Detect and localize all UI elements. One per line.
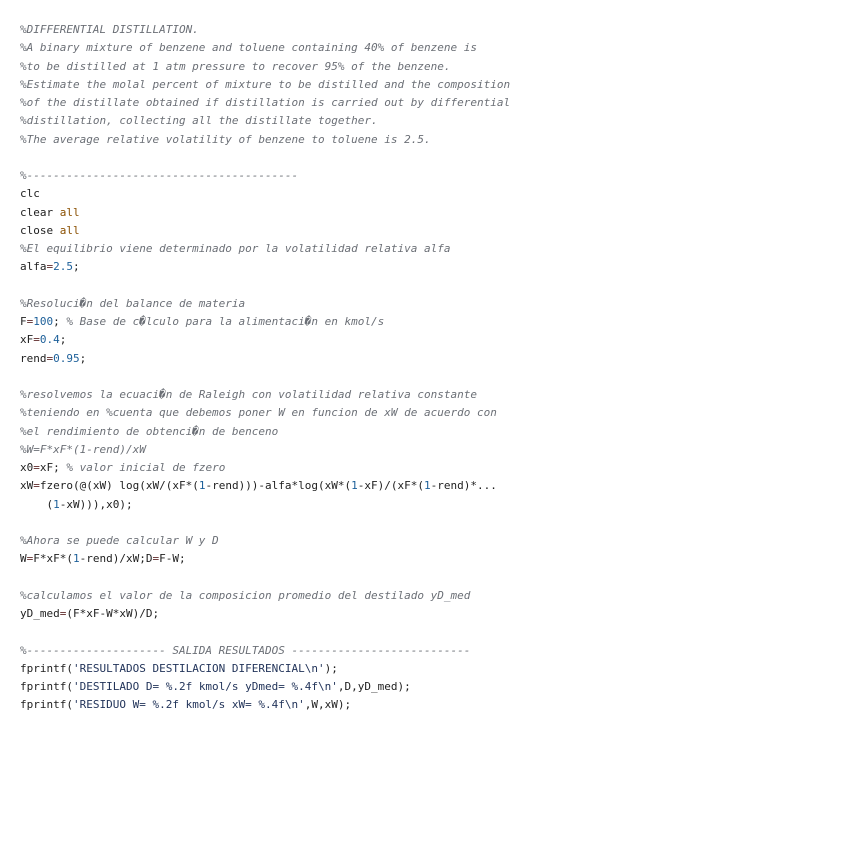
code-line[interactable] <box>20 222 848 240</box>
code-token: alfa <box>20 260 47 274</box>
code-line[interactable] <box>20 441 848 459</box>
code-line[interactable] <box>20 569 848 587</box>
code-token: = <box>152 552 160 566</box>
code-token: ,W,xW); <box>304 698 352 712</box>
code-token: fprintf( <box>20 680 73 693</box>
code-line[interactable] <box>20 550 848 568</box>
code-line[interactable] <box>20 258 848 276</box>
code-line[interactable] <box>20 386 848 404</box>
code-keyword: all <box>59 223 80 237</box>
code-line[interactable] <box>20 167 848 185</box>
code-token: xF <box>20 333 34 347</box>
code-line[interactable] <box>20 112 848 130</box>
code-number: 1 <box>351 479 358 493</box>
code-line[interactable] <box>20 204 848 222</box>
code-token: ,D,yD_med); <box>337 680 411 693</box>
code-line[interactable] <box>20 696 848 714</box>
code-token: fzero(@(xW) log(xW/(xF*( <box>39 479 199 493</box>
code-token: W <box>20 552 27 566</box>
code-line[interactable] <box>20 404 848 422</box>
code-number: 1 <box>198 479 206 493</box>
code-token: F-W; <box>159 552 186 566</box>
code-token: ( <box>20 497 54 511</box>
code-token: = <box>33 479 40 493</box>
code-token: = <box>33 461 40 474</box>
code-token: fprintf( <box>20 698 73 712</box>
code-line[interactable] <box>20 350 848 368</box>
code-comment: %--------------------- SALIDA RESULTADOS --------------------------- <box>20 643 471 657</box>
code-token: xF; <box>39 461 67 474</box>
code-line[interactable] <box>20 642 848 660</box>
code-token: clc <box>20 187 40 201</box>
code-line[interactable] <box>20 94 848 112</box>
code-token: -xW))),x0); <box>59 497 133 511</box>
code-token: -rend)/xW;D <box>79 552 153 566</box>
code-line[interactable] <box>20 185 848 203</box>
code-comment: %teniendo en %cuenta que debemos poner W en funcion de xW de acuerdo con <box>20 406 497 420</box>
code-comment: % Base de c�lculo para la alimentaci�n en kmol/s <box>66 315 385 328</box>
code-comment: %Ahora se puede calcular W y D <box>20 534 219 547</box>
code-comment: %resolvemos la ecuaci�n de Raleigh con volatilidad relativa constante <box>20 388 477 401</box>
code-line[interactable] <box>20 423 848 441</box>
code-line[interactable] <box>20 496 848 514</box>
code-number: 2.5 <box>53 260 73 274</box>
code-token: F <box>20 315 27 328</box>
code-token: close <box>20 223 60 237</box>
code-token: -rend)))-alfa*log(xW*( <box>205 479 352 493</box>
code-number: 0.4 <box>39 333 60 347</box>
code-token: = <box>33 333 40 347</box>
code-token: = <box>26 315 34 328</box>
code-comment: %calculamos el valor de la composicion promedio del destilado yD_med <box>20 588 471 602</box>
code-line[interactable] <box>20 514 848 532</box>
code-token: ; <box>73 260 80 274</box>
code-number: 1 <box>424 479 431 493</box>
code-comment: %The average relative volatility of benzene to toluene is 2.5. <box>20 132 431 146</box>
code-line[interactable] <box>20 459 848 477</box>
code-comment: %of the distillate obtained if distillation is carried out by differential <box>20 96 511 109</box>
code-line[interactable] <box>20 21 848 39</box>
code-line[interactable] <box>20 58 848 76</box>
code-string: 'RESULTADOS DESTILACION DIFERENCIAL\n' <box>72 661 325 675</box>
code-comment: %el rendimiento de obtenci�n de benceno <box>20 424 279 438</box>
code-number: 0.95 <box>53 351 80 365</box>
code-comment: %Estimate the molal percent of mixture to be distilled and the composition <box>20 77 511 91</box>
code-token: yD_med <box>20 607 60 620</box>
code-number: 100 <box>33 315 54 328</box>
code-line[interactable] <box>20 605 848 623</box>
code-string: 'RESIDUO W= %.2f kmol/s xW= %.4f\n' <box>72 698 305 712</box>
code-string: 'DESTILADO D= %.2f kmol/s yDmed= %.4f\n' <box>72 680 338 693</box>
code-line[interactable] <box>20 368 848 386</box>
code-line[interactable] <box>20 313 848 331</box>
code-line[interactable] <box>20 331 848 349</box>
code-line[interactable] <box>20 240 848 258</box>
code-token: = <box>59 607 67 620</box>
code-token: = <box>46 351 54 365</box>
code-token: (F*xF-W*xW)/D; <box>66 607 160 620</box>
code-token: = <box>46 260 54 274</box>
code-comment: %Resoluci�n del balance de materia <box>20 296 246 310</box>
code-line[interactable] <box>20 277 848 295</box>
code-token: F*xF*( <box>33 552 73 566</box>
code-line[interactable] <box>20 532 848 550</box>
code-line[interactable] <box>20 477 848 495</box>
code-line[interactable] <box>20 623 848 641</box>
code-comment: %W=F*xF*(1-rend)/xW <box>20 442 146 456</box>
code-line[interactable] <box>20 678 848 696</box>
code-keyword: all <box>59 205 80 219</box>
code-line[interactable] <box>20 149 848 167</box>
code-token: ; <box>59 333 67 347</box>
code-line[interactable] <box>20 295 848 313</box>
code-token: ); <box>324 661 338 675</box>
code-number: 1 <box>73 552 80 566</box>
code-token: clear <box>20 205 60 219</box>
code-line[interactable] <box>20 131 848 149</box>
code-comment: %----------------------------------------- <box>20 169 299 182</box>
code-comment: %to be distilled at 1 atm pressure to recover 95% of the benzene. <box>20 59 451 73</box>
code-token: ; <box>53 315 67 328</box>
code-line[interactable] <box>20 660 848 678</box>
code-line[interactable] <box>20 39 848 57</box>
code-token: rend <box>20 351 47 365</box>
code-line[interactable] <box>20 76 848 94</box>
code-token: xW <box>20 479 34 493</box>
code-token: -xF)/(xF*( <box>357 479 425 493</box>
code-comment: %distillation, collecting all the distillate together. <box>20 114 378 128</box>
code-token: -rend)*... <box>430 479 497 493</box>
code-token: fprintf( <box>20 661 73 675</box>
code-comment: %El equilibrio viene determinado por la volatilidad relativa alfa <box>20 242 451 255</box>
code-token: ; <box>79 351 87 365</box>
code-comment: %A binary mixture of benzene and toluene containing 40% of benzene is <box>20 41 477 55</box>
code-comment: % valor inicial de fzero <box>66 461 226 474</box>
code-comment: %DIFFERENTIAL DISTILLATION. <box>20 23 199 36</box>
code-token: = <box>26 552 34 566</box>
code-line[interactable] <box>20 587 848 605</box>
code-number: 1 <box>53 497 60 511</box>
code-token: x0 <box>20 461 34 474</box>
